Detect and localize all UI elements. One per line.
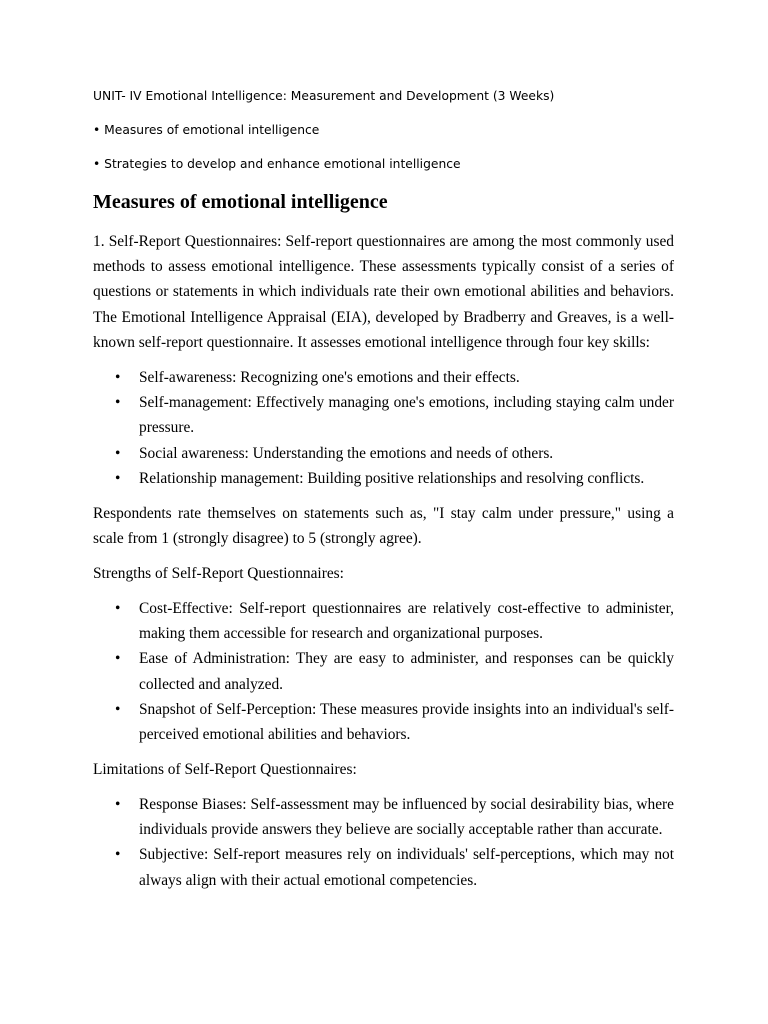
bullet-icon: •: [115, 369, 121, 386]
list-item: [93, 842, 674, 892]
limitations-list: [93, 792, 674, 893]
bullet-icon: •: [115, 700, 121, 718]
list-item: [93, 697, 674, 747]
strengths-label: Strengths of Self-Report Questionnaires:: [93, 565, 344, 582]
list-item: [93, 365, 674, 390]
rating-paragraph: Respondents rate themselves on statements such as, "I stay calm under pressure," using a scale from 1 (strongly disagree) to 5 (strongly agree).: [93, 505, 674, 548]
list-item-text: Self-awareness: Recognizing one's emotions and their effects.: [139, 369, 520, 386]
bullet-icon: •: [115, 846, 121, 864]
key-skills-list: [93, 365, 674, 491]
list-item: [93, 792, 674, 842]
intro-paragraph: 1. Self-Report Questionnaires: Self-report questionnaires are among the most commonly used methods to assess emotional intelligence. These assessments typically consist of a series of questions or statements in which individuals rate their own emotional abilities and behaviors. The Emotional Intelligence Appraisal (EIA), developed by Bradberry and Greaves, is a well-known self-report questionnaire. It assesses emotional intelligence through four key skills:: [93, 233, 674, 351]
list-item-text: Cost-Effective: Self-report questionnaires are relatively cost-effective to administer, making them accessible for research and organizational purposes.: [139, 600, 674, 643]
list-item-text: Social awareness: Understanding the emotions and needs of others.: [139, 444, 554, 462]
unit-title: UNIT- IV Emotional Intelligence: Measurement and Development (3 Weeks): [93, 89, 555, 103]
list-item-text: Self-management: Effectively managing one's emotions, including staying calm under pressure.: [139, 394, 674, 437]
bullet-icon: •: [115, 394, 121, 412]
topic-item: • Measures of emotional intelligence: [93, 123, 320, 137]
section-heading: Measures of emotional intelligence: [93, 191, 388, 213]
bullet-icon: •: [115, 650, 121, 668]
list-item-text: Response Biases: Self-assessment may be influenced by social desirability bias, where individuals provide answers they believe are socially acceptable rather than accurate.: [139, 796, 674, 839]
list-item: [93, 390, 674, 440]
bullet-icon: •: [115, 444, 121, 462]
list-item-text: Snapshot of Self-Perception: These measures provide insights into an individual's self-perceived emotional abilities and behaviors.: [139, 700, 674, 744]
bullet-icon: •: [115, 600, 121, 617]
list-item-text: Ease of Administration: They are easy to administer, and responses can be quickly collected and analyzed.: [139, 650, 674, 693]
bullet-icon: •: [115, 469, 121, 487]
limitations-label: Limitations of Self-Report Questionnaires:: [93, 761, 357, 778]
strengths-list: [93, 596, 674, 747]
list-item-text: Relationship management: Building positive relationships and resolving conflicts.: [139, 469, 645, 487]
list-item: [93, 596, 674, 646]
topic-item: • Strategies to develop and enhance emotional intelligence: [93, 157, 461, 171]
list-item: [93, 441, 674, 466]
list-item-text: Subjective: Self-report measures rely on individuals' self-perceptions, which may not always align with their actual emotional competencies.: [139, 846, 674, 889]
list-item: [93, 466, 674, 491]
list-item: [93, 646, 674, 696]
bullet-icon: •: [115, 796, 121, 813]
